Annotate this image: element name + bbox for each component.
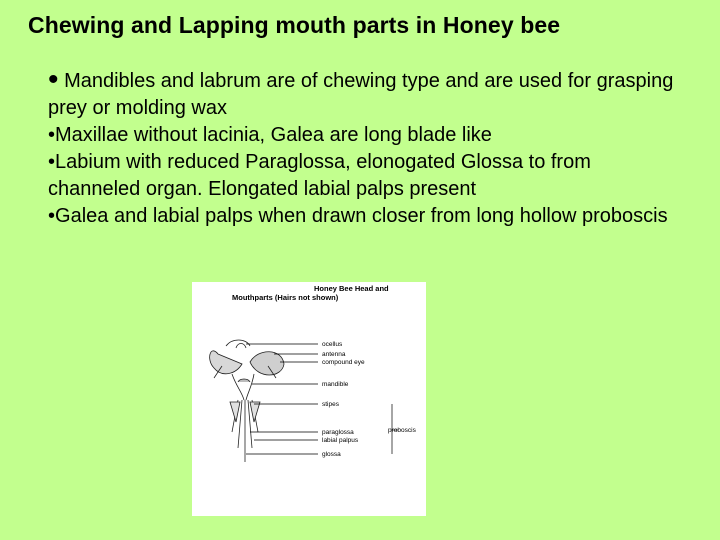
bullet-text: Labium with reduced Paraglossa, elonogated Glossa to from channeled organ. Elongated labial palps present	[48, 151, 591, 200]
bee-head-diagram	[192, 282, 426, 516]
bullet-item	[48, 63, 688, 122]
label-compound-eye: compound eye	[322, 359, 365, 366]
bee-head-illustration	[210, 340, 284, 462]
honey-bee-mouthparts-figure	[192, 282, 426, 516]
bullet-marker: •	[48, 124, 56, 146]
bullet-item	[48, 122, 688, 149]
bullet-marker: •	[48, 205, 56, 227]
figure-title-line1: Honey Bee Head and	[314, 284, 389, 293]
bullet-marker: •	[48, 63, 59, 96]
bullet-item	[48, 149, 688, 203]
label-glossa: glossa	[322, 451, 341, 458]
label-proboscis: proboscis	[388, 427, 416, 434]
label-labial-palpus: labial palpus	[322, 437, 359, 444]
bullet-item	[48, 203, 688, 230]
label-antenna: antenna	[322, 351, 346, 358]
bullet-text: Maxillae without lacinia, Galea are long blade like	[55, 124, 492, 146]
slide-title: Chewing and Lapping mouth parts in Honey bee	[28, 12, 561, 38]
bullet-text: Galea and labial palps when drawn closer from long hollow proboscis	[55, 205, 668, 227]
label-stipes: stipes	[322, 401, 339, 408]
bullet-text: Mandibles and labrum are of chewing type and are used for grasping prey or molding wax	[48, 70, 674, 119]
figure-title-line2: Mouthparts (Hairs not shown)	[232, 293, 339, 302]
bullet-marker: •	[48, 151, 56, 173]
bullet-list	[48, 63, 688, 230]
label-paraglossa: paraglossa	[322, 429, 354, 436]
label-ocellus: ocellus	[322, 341, 343, 348]
label-mandible: mandible	[322, 381, 349, 388]
